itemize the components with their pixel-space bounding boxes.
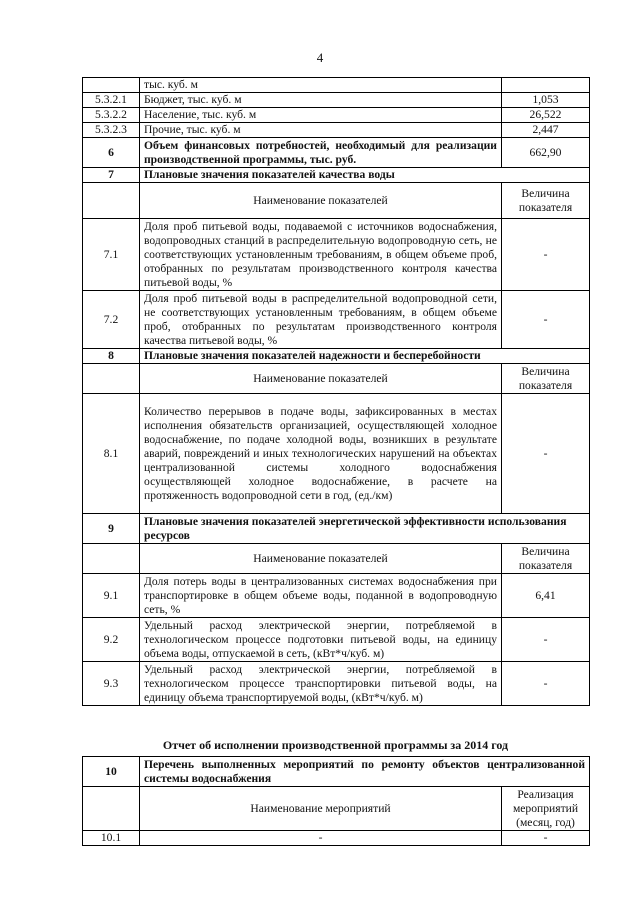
row-value: 6,41 (502, 574, 590, 618)
column-header: Величина показателя (502, 364, 590, 394)
row-value: - (502, 394, 590, 514)
section-title: Перечень выполненных мероприятий по ремонту объектов централизованной системы водоснабжения (140, 757, 590, 787)
row-number (83, 544, 140, 574)
row-number (83, 183, 140, 219)
row-text: Удельный расход электрической энергии, потребляемой в технологическом процессе транспортировки питьевой воды, на единицу объема транспортируемой воды, (кВт*ч/куб. м) (140, 662, 502, 706)
column-header: Наименование показателей (140, 364, 502, 394)
report-table (82, 756, 590, 846)
row-value: 2,447 (502, 123, 590, 138)
column-header-row (83, 183, 590, 219)
row-number: 7.1 (83, 219, 140, 291)
row-value: - (502, 831, 590, 846)
row-text: Бюджет, тыс. куб. м (140, 93, 502, 108)
column-header: Наименование показателей (140, 544, 502, 574)
table-row (83, 93, 590, 108)
row-text: Доля проб питьевой воды в распределительной водопроводной сети, не соответствующих установленным требованиям, в общем объеме проб, отобранных по результатам производственного контроля качества питьевой воды, % (140, 291, 502, 349)
table-row (83, 78, 590, 93)
row-number: 8.1 (83, 394, 140, 514)
section-row (83, 349, 590, 364)
page-number: 4 (316, 50, 324, 65)
row-text: тыс. куб. м (140, 78, 502, 93)
row-number: 7.2 (83, 291, 140, 349)
row-value: 26,522 (502, 108, 590, 123)
row-value: - (502, 219, 590, 291)
row-number (83, 364, 140, 394)
section-title: Плановые значения показателей качества воды (140, 168, 590, 183)
section-number: 8 (83, 349, 140, 364)
production-program-table (82, 77, 590, 706)
column-header: Величина показателя (502, 544, 590, 574)
table-row (83, 394, 590, 514)
row-number: 5.3.2.3 (83, 123, 140, 138)
section-number: 7 (83, 168, 140, 183)
column-header: Величина показателя (502, 183, 590, 219)
row-number: 5.3.2.2 (83, 108, 140, 123)
table-row (83, 662, 590, 706)
row-number: 10.1 (83, 831, 140, 846)
row-text: Доля потерь воды в централизованных системах водоснабжения при транспортировке в общем объеме воды, поданной в водопроводную сеть, % (140, 574, 502, 618)
row-number: 9.3 (83, 662, 140, 706)
section-title: Плановые значения показателей энергетической эффективности использования ресурсов (140, 514, 590, 544)
row-text: Население, тыс. куб. м (140, 108, 502, 123)
table-row (83, 108, 590, 123)
section-number: 6 (83, 138, 140, 168)
column-header-row (83, 364, 590, 394)
table-row (83, 831, 590, 846)
row-number (83, 787, 140, 831)
column-header-row (83, 787, 590, 831)
row-text: Прочие, тыс. куб. м (140, 123, 502, 138)
table-row (83, 291, 590, 349)
row-value: 1,053 (502, 93, 590, 108)
row-text: Доля проб питьевой воды, подаваемой с источников водоснабжения, водопроводных станций в распределительную водопроводную сеть, не соответствующих установленным требованиям, в общем объеме проб, отобранных по результатам производственного контроля качества питьевой воды, % (140, 219, 502, 291)
section-row (83, 514, 590, 544)
row-number (83, 78, 140, 93)
row-text: - (140, 831, 502, 846)
column-header: Наименование показателей (140, 183, 502, 219)
column-header: Наименование мероприятий (140, 787, 502, 831)
section-number: 10 (83, 757, 140, 787)
report-title: Отчет об исполнении производственной программы за 2014 год (162, 738, 509, 752)
column-header: Реализация мероприятий (месяц, год) (502, 787, 590, 831)
table-row (83, 618, 590, 662)
section-number: 9 (83, 514, 140, 544)
row-number: 9.1 (83, 574, 140, 618)
table-row (83, 123, 590, 138)
column-header-row (83, 544, 590, 574)
row-value (502, 78, 590, 93)
row-value: - (502, 291, 590, 349)
table-row (83, 219, 590, 291)
section-title: Плановые значения показателей надежности и бесперебойности (140, 349, 590, 364)
section-row (83, 757, 590, 787)
row-number: 9.2 (83, 618, 140, 662)
row-number: 5.3.2.1 (83, 93, 140, 108)
section-title: Объем финансовых потребностей, необходимый для реализации производственной программы, тыс. руб. (140, 138, 502, 168)
section-row (83, 168, 590, 183)
table-row (83, 574, 590, 618)
section-row (83, 138, 590, 168)
row-text: Количество перерывов в подаче воды, зафиксированных в местах исполнения обязательств организацией, осуществляющей холодное водоснабжение, по подаче холодной воды, возникших в результате аварий, повреждений и иных технологических нарушений на объектах централизованной системы холодного водоснабжения осуществляющей холодное водоснабжение, в расчете на протяженность водопроводной сети в год, (ед./км) (140, 394, 502, 514)
row-value: - (502, 662, 590, 706)
row-value: 662,90 (502, 138, 590, 168)
row-value: - (502, 618, 590, 662)
row-text: Удельный расход электрической энергии, потребляемой в технологическом процессе подготовки питьевой воды, на единицу объема воды, отпускаемой в сеть, (кВт*ч/куб. м) (140, 618, 502, 662)
